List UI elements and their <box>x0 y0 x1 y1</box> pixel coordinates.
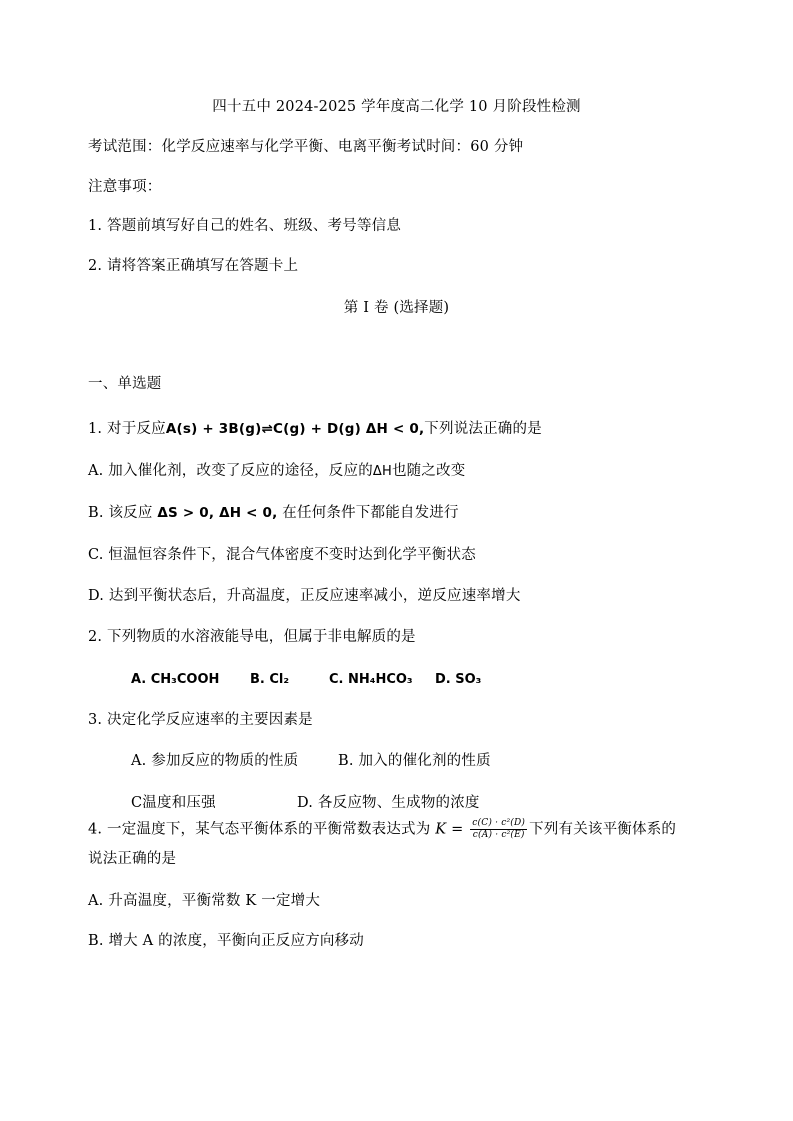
question-2-option-d: D. SO₃ <box>435 672 482 687</box>
question-1-option-b <box>88 503 459 523</box>
fraction-denominator: c(A) · c²(E) <box>472 830 525 840</box>
option-a-suffix: 也随之改变 <box>391 463 466 479</box>
option-b-math: ΔS > 0, ΔH < 0, <box>157 505 278 521</box>
question-1-prefix: 1. 对于反应 <box>88 421 166 437</box>
question-2-stem: 2. 下列物质的水溶液能导电，但属于非电解质的是 <box>88 629 416 645</box>
question-4-prefix: 4. 一定温度下，某气态平衡体系的平衡常数表达式为 <box>88 821 431 838</box>
equilibrium-constant-fraction <box>470 818 527 841</box>
question-3-stem: 3. 决定化学反应速率的主要因素是 <box>88 712 313 728</box>
equilibrium-constant-label: K = <box>435 821 464 838</box>
question-3-option-c: C温度和压强 <box>131 795 216 811</box>
option-a-prefix: A. 加入催化剂，改变了反应的途径，反应的 <box>88 463 373 479</box>
question-1-option-d: D. 达到平衡状态后，升高温度，正反应速率减小，逆反应速率增大 <box>88 588 521 604</box>
question-3-option-b: B. 加入的催化剂的性质 <box>338 753 491 769</box>
question-1-equation: A(s) + 3B(g)⇌C(g) + D(g) ΔH < 0, <box>165 421 425 437</box>
section-title: 一、单选题 <box>88 376 162 392</box>
option-b-suffix: 在任何条件下都能自发进行 <box>277 505 459 521</box>
exam-title: 四十五中 2024-2025 学年度高二化学 10 月阶段性检测 <box>212 99 581 115</box>
volume-title: 第 I 卷 (选择题) <box>343 300 450 316</box>
notice-title: 注意事项： <box>88 179 162 195</box>
question-4-stem <box>88 818 676 841</box>
question-1-suffix: 下列说法正确的是 <box>424 421 542 437</box>
option-a-math: ΔH <box>372 464 392 479</box>
question-1-option-c: C. 恒温恒容条件下，混合气体密度不变时达到化学平衡状态 <box>88 547 476 563</box>
fraction-numerator: c(C) · c²(D) <box>472 818 526 828</box>
question-3-option-d: D. 各反应物、生成物的浓度 <box>297 795 480 811</box>
question-2-option-a: A. CH₃COOH <box>131 672 220 687</box>
question-2-option-c: C. NH₄HCO₃ <box>329 672 413 687</box>
notice-item-2: 2. 请将答案正确填写在答题卡上 <box>88 258 299 274</box>
question-3-option-a: A. 参加反应的物质的性质 <box>131 753 299 769</box>
question-4-stem-line2: 说法正确的是 <box>88 851 177 867</box>
question-4-option-b: B. 增大 A 的浓度，平衡向正反应方向移动 <box>88 933 364 949</box>
question-4-option-a: A. 升高温度，平衡常数 K 一定增大 <box>88 893 321 909</box>
option-b-prefix: B. 该反应 <box>88 505 158 521</box>
notice-item-1: 1. 答题前填写好自己的姓名、班级、考号等信息 <box>88 218 402 234</box>
question-1-stem <box>88 419 542 439</box>
question-2-option-b: B. Cl₂ <box>250 672 290 687</box>
question-1-option-a <box>88 461 465 482</box>
exam-scope-line: 考试范围：化学反应速率与化学平衡、电离平衡考试时间：60 分钟 <box>88 139 524 155</box>
question-4-suffix: 下列有关该平衡体系的 <box>529 821 677 838</box>
